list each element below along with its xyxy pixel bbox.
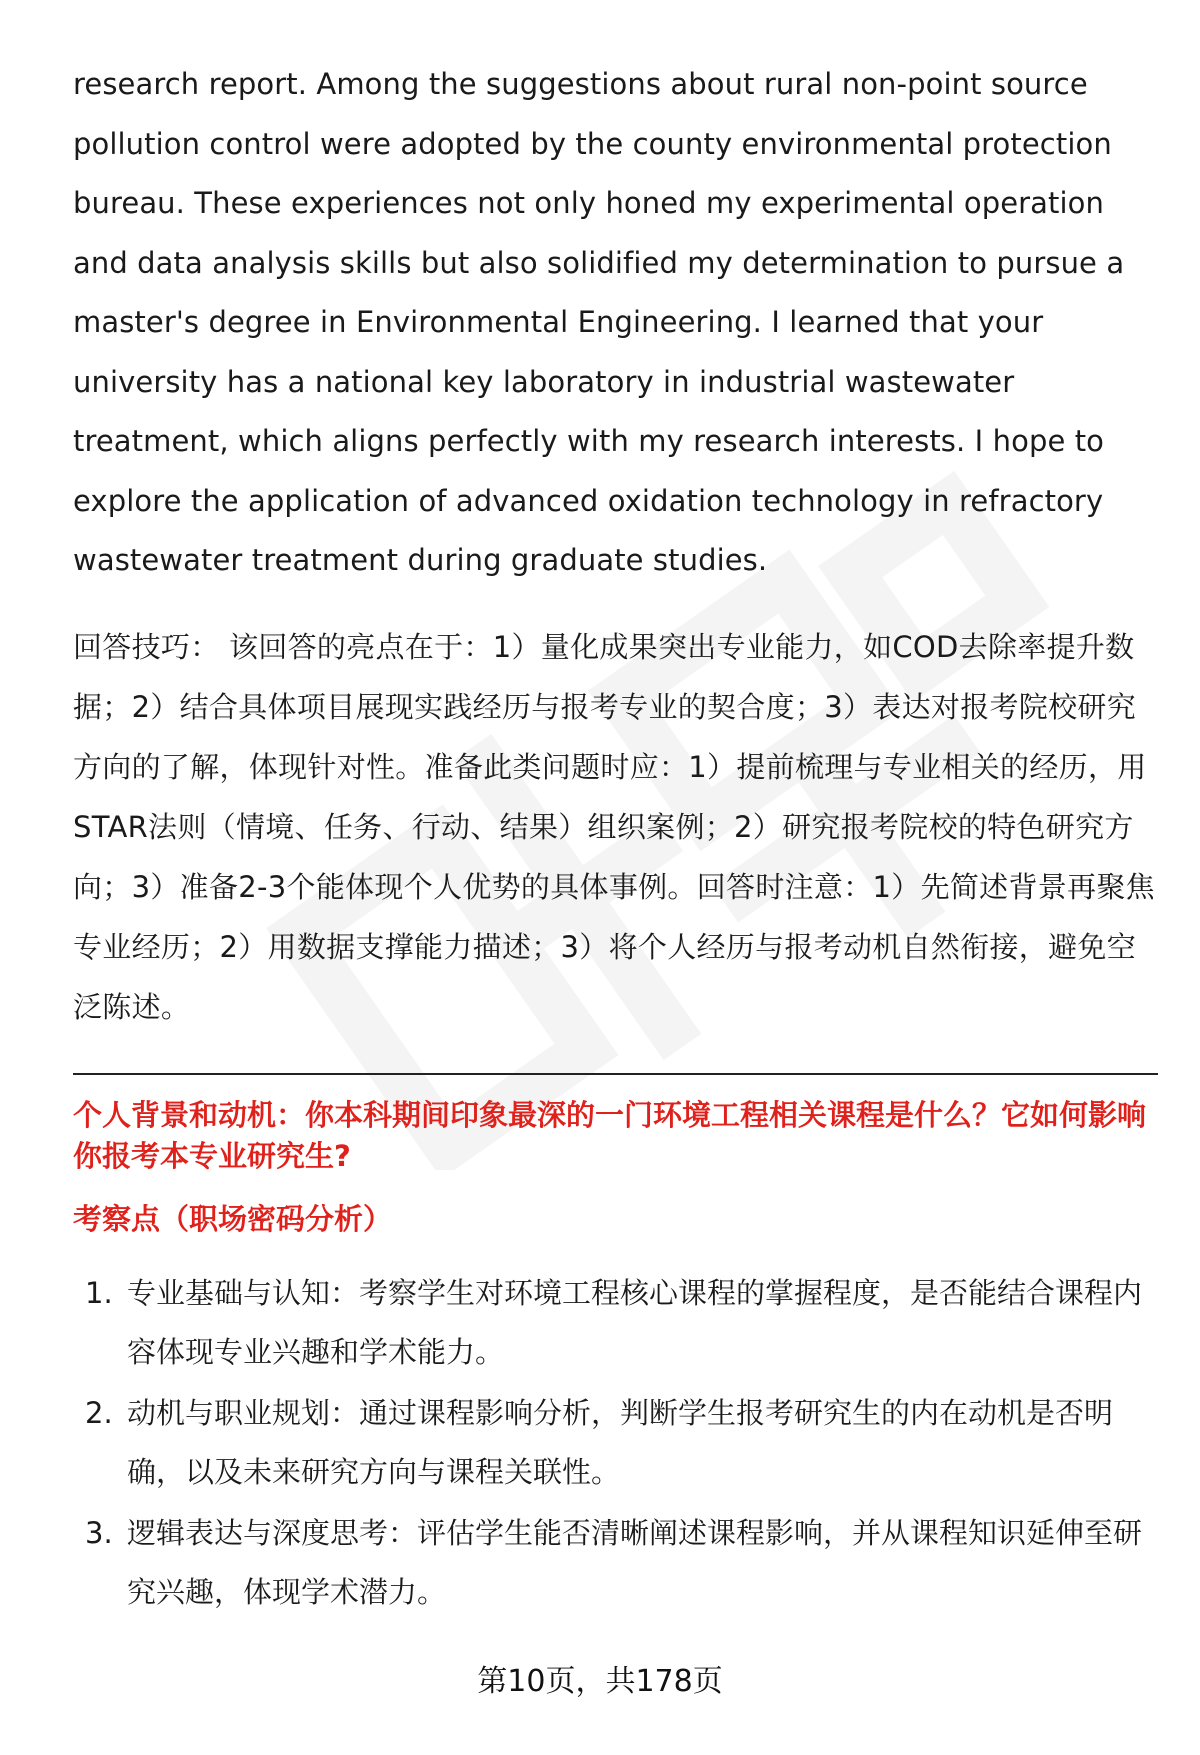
page-number-footer: 第10页，共178页 bbox=[477, 1664, 723, 1699]
list-item bbox=[73, 1384, 1158, 1502]
assessment-points-list bbox=[73, 1264, 1158, 1622]
document-page bbox=[73, 55, 1158, 1624]
section-divider bbox=[73, 1073, 1158, 1075]
english-answer-paragraph: research report. Among the suggestions about rural non-point source pollution control were adopted by the county environmental protection bureau. These experiences not only honed my experimental operation and data analysis skills but also solidified my determination to pursue a master's degree in Environmental Engineering. I learned that your university has a national key laboratory in industrial wastewater treatment, which aligns perfectly with my research interests. I hope to explore the application of advanced oxidation technology in refractory wastewater treatment during graduate studies. bbox=[73, 67, 1125, 577]
list-item-number: 3. bbox=[85, 1515, 113, 1550]
assessment-points-heading: 考察点（职场密码分析） bbox=[73, 1201, 393, 1236]
list-item-number: 2. bbox=[85, 1395, 113, 1430]
list-item bbox=[73, 1504, 1158, 1622]
list-item-text: 专业基础与认知：考察学生对环境工程核心课程的掌握程度，是否能结合课程内容体现专业兴趣和学术能力。 bbox=[127, 1275, 1143, 1369]
list-item-number: 1. bbox=[85, 1275, 113, 1310]
list-item bbox=[73, 1264, 1158, 1382]
answer-tip-paragraph: 回答技巧： 该回答的亮点在于：1）量化成果突出专业能力，如COD去除率提升数据；2）结合具体项目展现实践经历与报考专业的契合度；3）表达对报考院校研究方向的了解，体现针对性。准备此类问题时应：1）提前梳理与专业相关的经历，用STAR法则（情境、任务、行动、结果）组织案例；2）研究报考院校的特色研究方向；3）准备2-3个能体现个人优势的具体事例。回答时注意：1）先简述背景再聚焦专业经历；2）用数据支撑能力描述；3）将个人经历与报考动机自然衔接，避免空泛陈述。 bbox=[73, 629, 1155, 1024]
question-heading: 个人背景和动机：你本科期间印象最深的一门环境工程相关课程是什么？它如何影响你报考本专业研究生? bbox=[73, 1097, 1147, 1173]
list-item-text: 动机与职业规划：通过课程影响分析，判断学生报考研究生的内在动机是否明确，以及未来研究方向与课程关联性。 bbox=[127, 1395, 1114, 1489]
list-item-text: 逻辑表达与深度思考：评估学生能否清晰阐述课程影响，并从课程知识延伸至研究兴趣，体现学术潜力。 bbox=[127, 1515, 1143, 1609]
